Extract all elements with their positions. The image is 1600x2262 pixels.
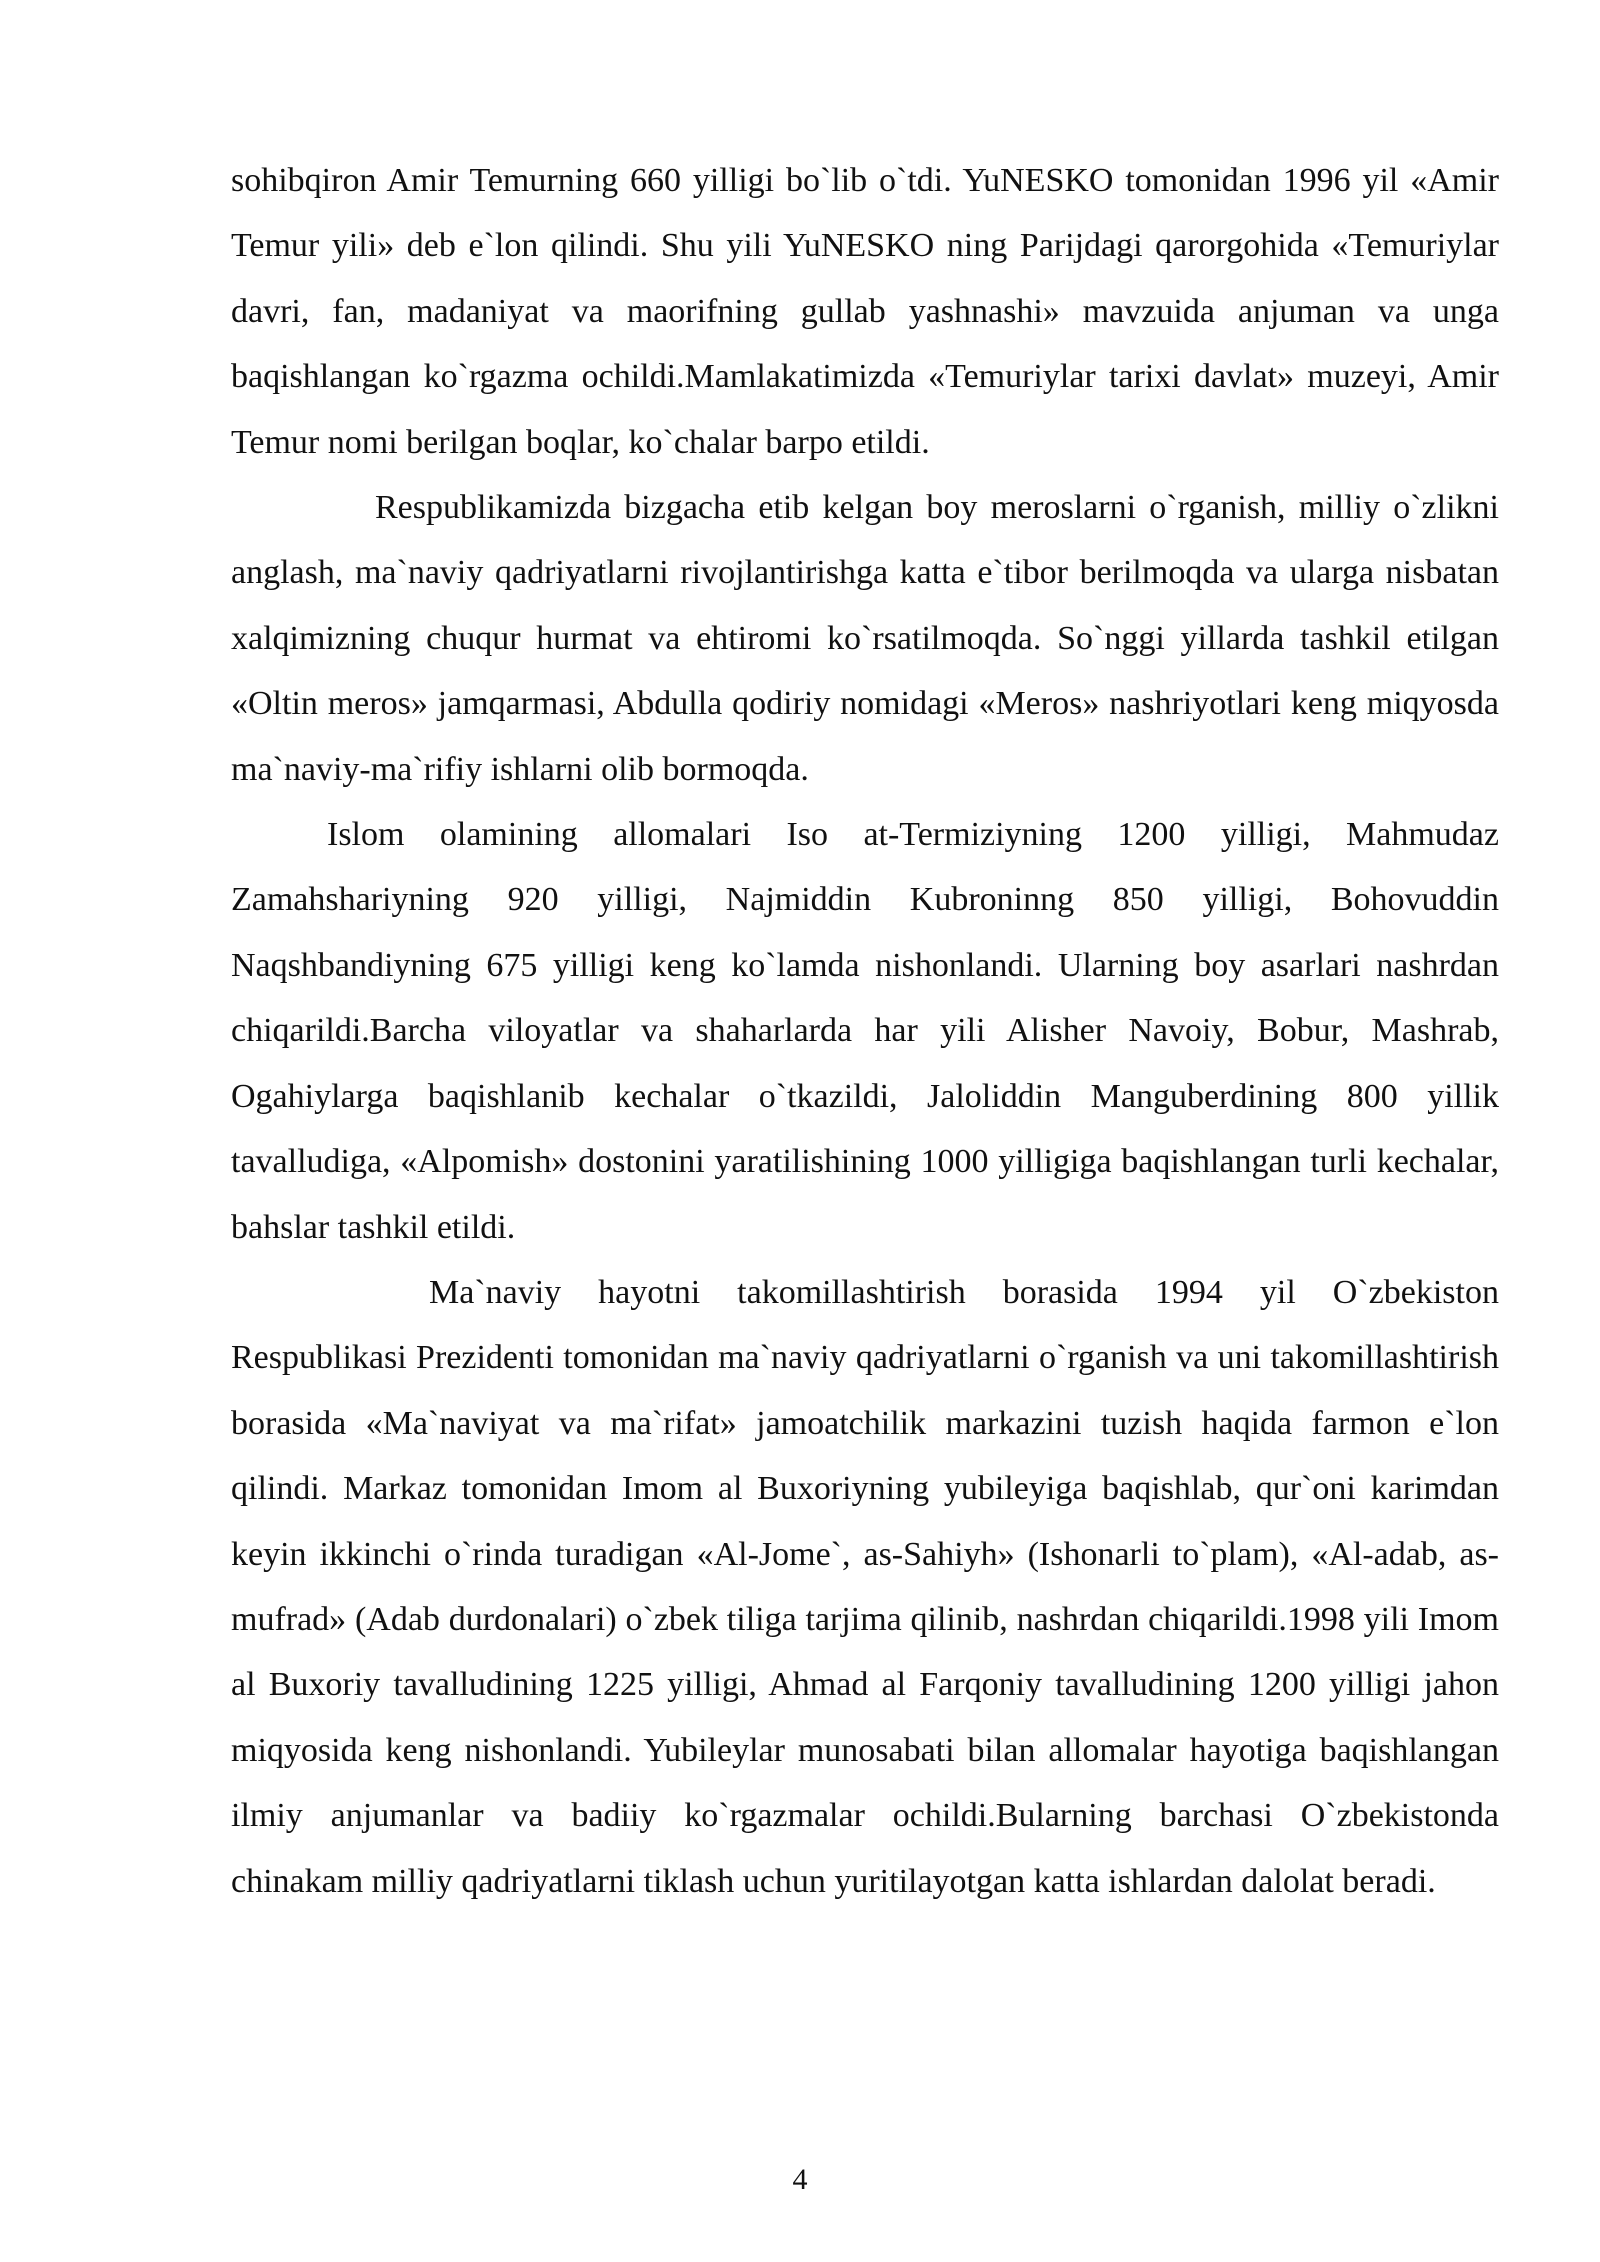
paragraph-temur-anniversary: sohibqiron Amir Temurning 660 yilligi bo`lib o`tdi. YuNESKO tomonidan 1996 yil «Amir Temur yili» deb e`lon qilindi. Shu yili YuNESKO ning Parijdagi qarorgohida «Temuriylar davri, fan, madaniyat va maorifning gullab yashnashi» mavzuida anjuman va unga baqishlangan ko`rgazma ochildi.Mamlakatimizda «Temuriylar tarixi davlat» muzeyi, Amir Temur nomi berilgan boqlar, ko`chalar barpo etildi. xyxy=(231,162,1499,461)
paragraph-islamic-scholars: Islom olamining allomalari Iso at-Termiziyning 1200 yilligi, Mahmudaz Zamahshariyning 920 yilligi, Najmiddin Kubroninng 850 yilligi, Bohovuddin Naqshbandiyning 675 yilligi keng ko`lamda nishonlandi. Ularning boy asarlari nashrdan chiqarildi.Barcha viloyatlar va shaharlarda har yili Alisher Navoiy, Bobur, Mashrab, Ogahiylarga baqishlanib kechalar o`tkazildi, Jaloliddin Manguberdining 800 yillik tavalludiga, «Alpomish» dostonini yaratilishining 1000 yilligiga baqishlangan turli kechalar, bahslar tashkil etildi. xyxy=(231,816,1499,1246)
paragraph-heritage-study: Respublikamizda bizgacha etib kelgan boy meroslarni o`rganish, milliy o`zlikni anglash, ma`naviy qadriyatlarni rivojlantirishga katta e`tibor berilmoqda va ularga nisbatan xalqimizning chuqur hurmat va ehtiromi ko`rsatilmoqda. So`nggi yillarda tashkil etilgan «Oltin meros» jamqarmasi, Abdulla qodiriy nomidagi «Meros» nashriyotlari keng miqyosda ma`naviy-ma`rifiy ishlarni olib bormoqda. xyxy=(231,489,1499,788)
document-body xyxy=(231,148,1499,1914)
paragraph-spiritual-life: Ma`naviy hayotni takomillashtirish borasida 1994 yil O`zbekiston Respublikasi Prezidenti tomonidan ma`naviy qadriyatlarni o`rganish va uni takomillashtirish borasida «Ma`naviyat va ma`rifat» jamoatchilik markazini tuzish haqida farmon e`lon qilindi. Markaz tomonidan Imom al Buxoriyning yubileyiga baqishlab, qur`oni karimdan keyin ikkinchi o`rinda turadigan «Al-Jome`, as-Sahiyh» (Ishonarli to`plam), «Al-adab, as-mufrad» (Adab durdonalari) o`zbek tiliga tarjima qilinib, nashrdan chiqarildi.1998 yili Imom al Buxoriy tavalludining 1225 yilligi, Ahmad al Farqoniy tavalludining 1200 yilligi jahon miqyosida keng nishonlandi. Yubileylar munosabati bilan allomalar hayotiga baqishlangan ilmiy anjumanlar va badiiy ko`rgazmalar ochildi.Bularning barchasi O`zbekistonda chinakam milliy qadriyatlarni tiklash uchun yuritilayotgan katta ishlardan dalolat beradi. xyxy=(231,1273,1499,1900)
page-number: 4 xyxy=(792,2163,808,2196)
